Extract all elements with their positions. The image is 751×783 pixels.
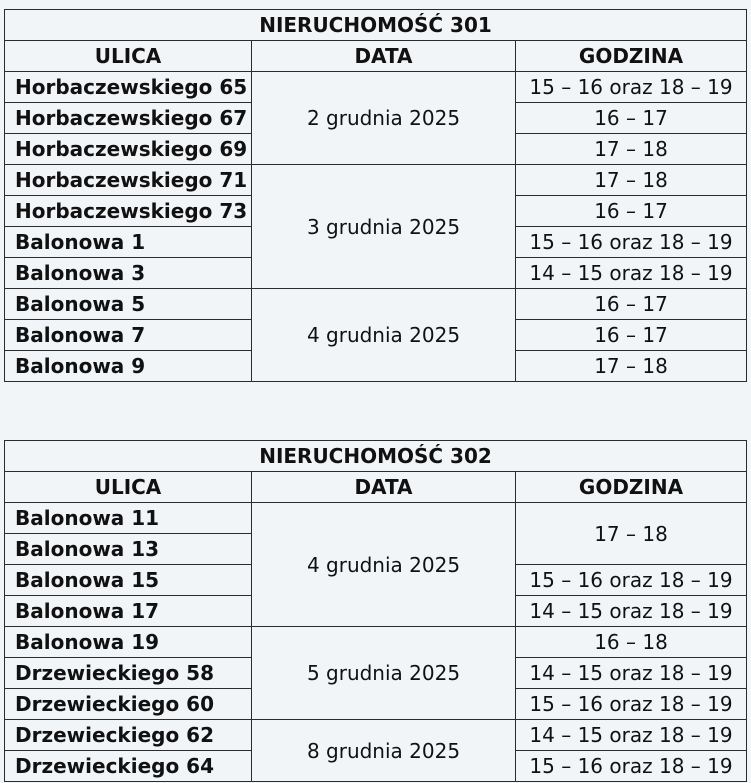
street-cell: Balonowa 17 [5, 596, 252, 627]
street-cell: Balonowa 3 [5, 258, 252, 289]
street-cell: Drzewieckiego 60 [5, 689, 252, 720]
table-row [5, 503, 747, 534]
hour-cell: 16 – 17 [516, 289, 747, 320]
hour-cell: 15 – 16 oraz 18 – 19 [516, 565, 747, 596]
street-cell: Balonowa 11 [5, 503, 252, 534]
header-street: ULICA [5, 472, 252, 503]
street-cell: Horbaczewskiego 73 [5, 196, 252, 227]
hour-cell: 15 – 16 oraz 18 – 19 [516, 689, 747, 720]
street-cell: Balonowa 15 [5, 565, 252, 596]
hour-cell: 14 – 15 oraz 18 – 19 [516, 596, 747, 627]
street-cell: Balonowa 7 [5, 320, 252, 351]
street-cell: Balonowa 1 [5, 227, 252, 258]
street-cell: Horbaczewskiego 65 [5, 72, 252, 103]
header-date: DATA [252, 41, 516, 72]
street-cell: Drzewieckiego 64 [5, 751, 252, 782]
header-hour: GODZINA [516, 41, 747, 72]
hour-cell: 16 – 17 [516, 320, 747, 351]
street-cell: Balonowa 5 [5, 289, 252, 320]
hour-cell: 16 – 17 [516, 103, 747, 134]
date-cell: 5 grudnia 2025 [252, 627, 516, 720]
hour-cell: 16 – 18 [516, 627, 747, 658]
table-row [5, 165, 747, 196]
street-cell: Horbaczewskiego 69 [5, 134, 252, 165]
hour-cell: 17 – 18 [516, 503, 747, 565]
date-cell: 8 grudnia 2025 [252, 720, 516, 782]
table-row [5, 72, 747, 103]
street-cell: Drzewieckiego 58 [5, 658, 252, 689]
hour-cell: 14 – 15 oraz 18 – 19 [516, 720, 747, 751]
street-cell: Horbaczewskiego 71 [5, 165, 252, 196]
schedule-table-301 [4, 9, 747, 382]
hour-cell: 17 – 18 [516, 134, 747, 165]
street-cell: Balonowa 9 [5, 351, 252, 382]
date-cell: 2 grudnia 2025 [252, 72, 516, 165]
hour-cell: 16 – 17 [516, 196, 747, 227]
table-row [5, 720, 747, 751]
date-cell: 3 grudnia 2025 [252, 165, 516, 289]
hour-cell: 14 – 15 oraz 18 – 19 [516, 658, 747, 689]
street-cell: Horbaczewskiego 67 [5, 103, 252, 134]
date-cell: 4 grudnia 2025 [252, 289, 516, 382]
table-row [5, 627, 747, 658]
hour-cell: 17 – 18 [516, 351, 747, 382]
schedule-table-302 [4, 440, 747, 782]
table-row [5, 289, 747, 320]
hour-cell: 17 – 18 [516, 165, 747, 196]
hour-cell: 15 – 16 oraz 18 – 19 [516, 227, 747, 258]
header-street: ULICA [5, 41, 252, 72]
hour-cell: 14 – 15 oraz 18 – 19 [516, 258, 747, 289]
header-hour: GODZINA [516, 472, 747, 503]
street-cell: Drzewieckiego 62 [5, 720, 252, 751]
street-cell: Balonowa 13 [5, 534, 252, 565]
hour-cell: 15 – 16 oraz 18 – 19 [516, 751, 747, 782]
hour-cell: 15 – 16 oraz 18 – 19 [516, 72, 747, 103]
date-cell: 4 grudnia 2025 [252, 503, 516, 627]
street-cell: Balonowa 19 [5, 627, 252, 658]
table-title: NIERUCHOMOŚĆ 302 [5, 441, 747, 472]
header-date: DATA [252, 472, 516, 503]
table-title: NIERUCHOMOŚĆ 301 [5, 10, 747, 41]
